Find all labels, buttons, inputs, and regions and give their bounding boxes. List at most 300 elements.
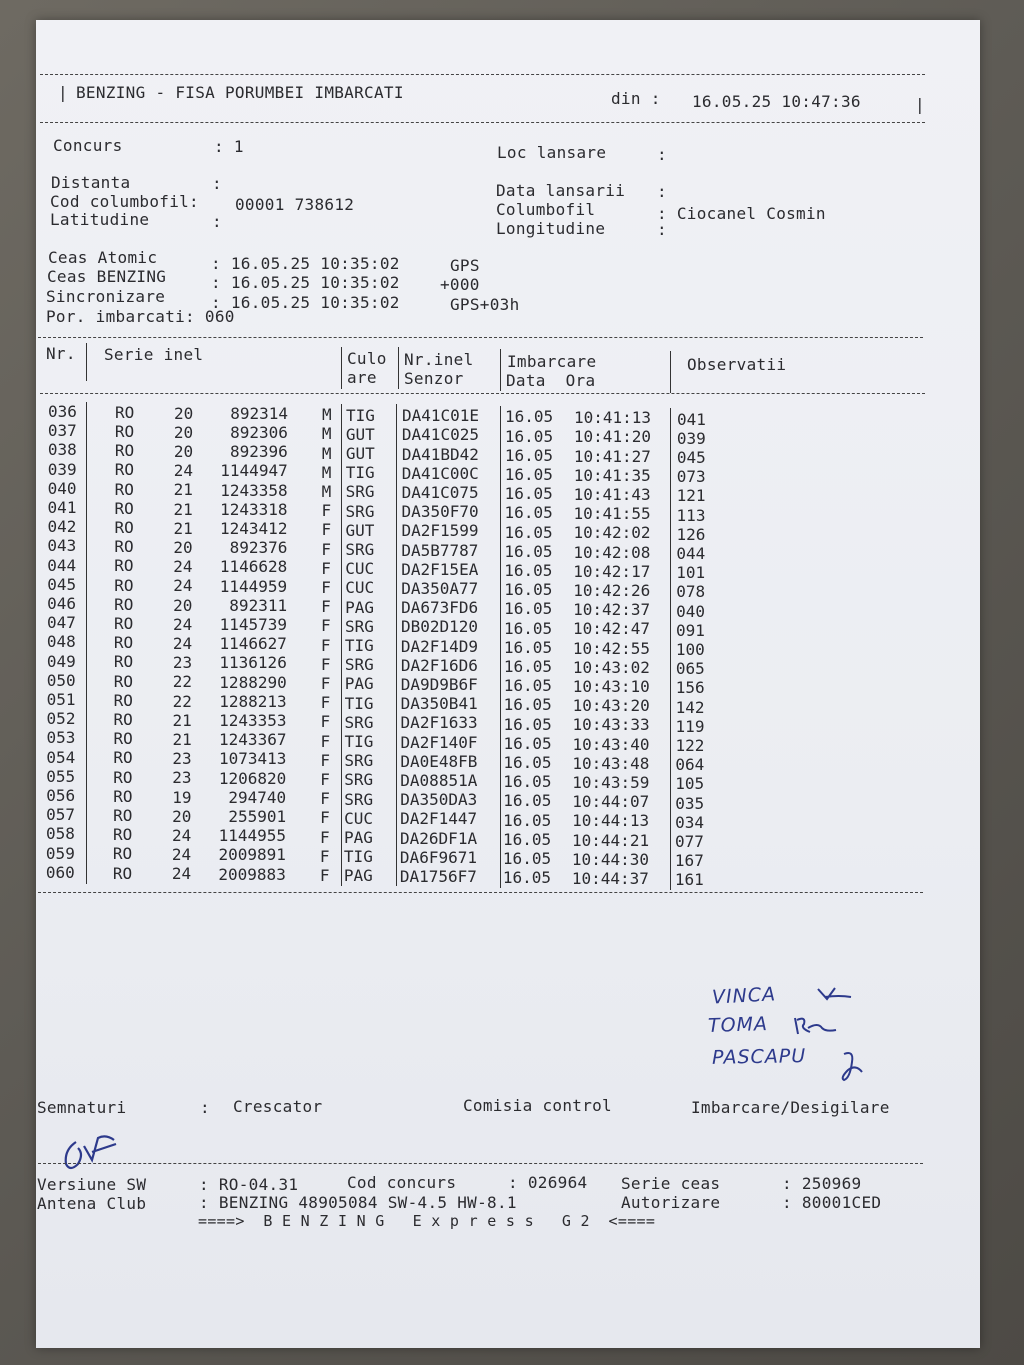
pigeon-color: SRG <box>345 501 375 521</box>
antena-value: : BENZING 48905084 SW-4.5 HW-8.1 <box>199 1193 517 1212</box>
ring-year: 24 <box>171 864 192 884</box>
ring-number: 1206820 <box>218 768 287 788</box>
boarding-date: 16.05 <box>503 637 553 657</box>
header-bottom-rule <box>40 122 925 123</box>
pigeon-sex: F <box>321 539 331 559</box>
body-divider-cul <box>341 404 342 886</box>
observation: 100 <box>675 639 705 659</box>
page-title: BENZING - FISA PORUMBEI IMBARCATI <box>76 83 404 102</box>
observation: 035 <box>675 793 705 813</box>
row-number: 045 <box>47 574 77 594</box>
pigeon-color: PAG <box>343 866 373 886</box>
pigeon-color: SRG <box>344 789 374 809</box>
ring-year: 24 <box>171 845 192 865</box>
header-din-label: din : <box>611 89 661 108</box>
boarding-date: 16.05 <box>504 599 553 619</box>
ring-year: 24 <box>173 614 193 634</box>
ring-year: 24 <box>173 461 193 481</box>
row-number: 041 <box>47 498 77 517</box>
table-bottom-rule <box>38 892 923 893</box>
serie-ceas-value: : 250969 <box>782 1174 862 1193</box>
table-row <box>0 709 1024 736</box>
pigeon-sex: F <box>320 635 331 655</box>
boarding-date: 16.05 <box>503 791 552 811</box>
handwritten-toma: TOMA <box>707 1012 769 1038</box>
data-lansarii-value: : <box>657 182 667 201</box>
sensor-ring: DA350DA3 <box>400 790 478 810</box>
boarding-date: 16.05 <box>503 657 552 677</box>
columbofil-label: Columbofil <box>496 200 596 219</box>
row-number: 054 <box>46 747 76 767</box>
data-lansarii-label: Data lansarii <box>496 181 626 200</box>
pigeon-sex: F <box>321 597 331 617</box>
ring-country: RO <box>112 863 133 883</box>
ring-country: RO <box>113 825 133 845</box>
ring-number: 294740 <box>228 787 287 807</box>
body-divider-nr <box>86 402 87 884</box>
pigeon-color: SRG <box>344 770 374 790</box>
boarding-date: 16.05 <box>504 541 553 561</box>
por-imbarcati: Por. imbarcati: 060 <box>46 307 235 326</box>
header-right-bar: | <box>915 95 925 114</box>
sensor-ring: DA673FD6 <box>401 598 479 618</box>
pigeon-sex: M <box>321 462 332 482</box>
boarding-date: 16.05 <box>503 829 552 849</box>
boarding-time: 10:42:26 <box>573 581 651 601</box>
boarding-time: 10:41:27 <box>573 446 651 466</box>
header-top-rule <box>40 74 925 75</box>
observation: 161 <box>674 870 704 890</box>
pigeon-color: GUT <box>345 443 375 463</box>
sensor-ring: DA41C075 <box>401 483 479 503</box>
sensor-ring: DA0E48FB <box>400 751 478 771</box>
col-header-nr-inel-2: Senzor <box>404 369 464 388</box>
ring-year: 19 <box>172 787 192 807</box>
ring-number: 1146628 <box>219 557 288 577</box>
sensor-ring: DA350B41 <box>400 694 478 714</box>
ring-country: RO <box>114 460 134 480</box>
pigeon-color: GUT <box>345 520 375 540</box>
table-row <box>0 478 1024 506</box>
ring-year: 21 <box>173 480 193 500</box>
ring-country: RO <box>114 613 134 633</box>
row-number: 060 <box>45 862 75 882</box>
header-left-bar: | <box>58 83 68 102</box>
clock-sync-label: Sincronizare <box>46 287 166 306</box>
table-row <box>0 459 1024 487</box>
boarding-time: 10:41:13 <box>574 408 652 428</box>
row-number: 044 <box>47 555 77 575</box>
clock-atomic-value: : 16.05.25 10:35:02 <box>211 254 400 273</box>
observation: 167 <box>674 851 704 871</box>
table-row <box>0 440 1024 467</box>
crescator-signature <box>58 1130 122 1174</box>
clock-sync-extra: GPS+03h <box>450 295 520 314</box>
boarding-time: 10:42:37 <box>573 600 651 620</box>
pigeon-sex: F <box>319 846 330 866</box>
sensor-ring: DA9D9B6F <box>400 675 478 695</box>
ring-year: 23 <box>172 653 193 673</box>
sensor-ring: DA26DF1A <box>400 828 478 848</box>
observation: 064 <box>675 755 705 775</box>
sensor-ring: DA2F1599 <box>401 521 479 541</box>
table-row <box>0 536 1024 563</box>
ring-year: 22 <box>172 691 192 711</box>
handwritten-pascapu: PASCAPU <box>711 1045 807 1069</box>
ring-country: RO <box>113 767 133 787</box>
ring-year: 21 <box>172 710 192 730</box>
table-row <box>0 690 1024 717</box>
imbarcare-desigilare-label: Imbarcare/Desigilare <box>691 1098 890 1117</box>
table-row <box>0 517 1024 544</box>
table-row <box>0 824 1024 851</box>
ring-number: 892314 <box>230 403 288 423</box>
header-divider-1 <box>86 343 87 381</box>
ring-country: RO <box>114 575 134 595</box>
observation: 041 <box>677 409 706 429</box>
table-row <box>0 402 1024 429</box>
observation: 044 <box>676 543 706 563</box>
boarding-time: 10:44:07 <box>572 792 650 812</box>
observation: 142 <box>675 697 705 717</box>
body-divider-data <box>500 406 501 888</box>
ring-country: RO <box>115 402 135 422</box>
boarding-date: 16.05 <box>504 522 553 542</box>
boarding-time: 10:43:10 <box>572 677 650 697</box>
table-row <box>0 632 1024 659</box>
col-header-culoare-1: Culo <box>347 349 387 368</box>
versiune-value: : RO-04.31 <box>199 1175 299 1194</box>
pigeon-color: GUT <box>345 424 375 444</box>
pigeon-color: SRG <box>345 616 374 636</box>
col-header-serie-inel: Serie inel <box>104 345 204 364</box>
boarding-time: 10:41:20 <box>573 427 651 447</box>
pigeon-sex: F <box>320 693 331 713</box>
clock-benzing-value: : 16.05.25 10:35:02 <box>211 273 400 292</box>
handwritten-initial-mark-1 <box>815 985 855 1003</box>
ring-year: 20 <box>174 403 194 423</box>
ring-country: RO <box>113 671 133 691</box>
boarding-date: 16.05 <box>503 733 552 753</box>
row-number: 058 <box>46 824 75 844</box>
col-header-observatii: Observatii <box>687 355 787 374</box>
body-divider-obs <box>670 408 671 890</box>
pigeon-color: TIG <box>346 405 375 425</box>
boarding-time: 10:41:35 <box>573 465 651 485</box>
ring-number: 1145739 <box>219 615 287 635</box>
ring-country: RO <box>114 517 134 537</box>
concurs-label: Concurs <box>53 136 123 155</box>
observation: 101 <box>676 563 706 583</box>
pigeon-sex: F <box>319 866 330 886</box>
sensor-ring: DA6F9671 <box>399 847 477 867</box>
row-number: 056 <box>46 786 76 805</box>
boarding-time: 10:42:55 <box>572 638 650 658</box>
footer-top-rule <box>38 1163 923 1164</box>
pigeon-color: CUC <box>345 578 375 598</box>
table-row <box>0 862 1024 890</box>
ring-number: 892311 <box>229 595 288 615</box>
boarding-time: 10:41:43 <box>573 485 651 505</box>
boarding-time: 10:44:13 <box>572 811 650 831</box>
boarding-date: 16.05 <box>503 676 552 696</box>
longitudine-label: Longitudine <box>496 219 606 238</box>
table-row <box>0 498 1024 525</box>
pigeon-sex: F <box>321 520 332 540</box>
ring-number: 1136126 <box>219 653 287 673</box>
serie-ceas-label: Serie ceas <box>621 1174 721 1193</box>
clock-benzing-extra: +000 <box>440 275 480 294</box>
pigeon-color: SRG <box>344 751 374 771</box>
body-divider-senzor <box>396 404 397 886</box>
table-row <box>0 421 1024 448</box>
cod-columbofil-label: Cod columbofil: <box>50 192 199 211</box>
row-number: 055 <box>46 766 76 786</box>
pigeon-sex: F <box>320 827 330 847</box>
observation: 078 <box>676 582 706 602</box>
ring-number: 2009891 <box>218 845 286 865</box>
boarding-time: 10:43:02 <box>572 657 650 677</box>
boarding-date: 16.05 <box>504 465 553 485</box>
semnaturi-label: Semnaturi <box>37 1098 127 1117</box>
sensor-ring: DA5B7787 <box>401 540 479 560</box>
sensor-ring: DA41C00C <box>401 463 479 483</box>
table-row <box>0 843 1024 871</box>
sensor-ring: DA2F14D9 <box>400 636 478 656</box>
ring-number: 1144959 <box>219 576 288 596</box>
row-number: 052 <box>46 709 76 729</box>
col-header-nr-inel-1: Nr.inel <box>404 350 474 369</box>
ring-year: 20 <box>173 537 193 557</box>
longitudine-value: : <box>657 220 667 239</box>
autorizare-value: : 80001CED <box>782 1193 882 1212</box>
ring-country: RO <box>113 633 134 653</box>
col-header-culoare-2: are <box>347 368 377 387</box>
ring-number: 1243353 <box>219 711 287 731</box>
ring-country: RO <box>113 805 133 825</box>
ring-number: 1243358 <box>220 480 288 500</box>
cod-concurs-label: Cod concurs <box>347 1173 457 1192</box>
table-row <box>0 555 1024 583</box>
ring-number: 892376 <box>229 538 288 558</box>
clock-atomic-label: Ceas Atomic <box>48 248 158 267</box>
observation: 122 <box>675 735 705 755</box>
row-number: 038 <box>47 440 77 460</box>
versiune-label: Versiune SW <box>37 1175 147 1194</box>
table-row <box>0 805 1024 832</box>
boarding-date: 16.05 <box>504 503 553 523</box>
benzing-banner: ====> B E N Z I N G E x p r e s s G 2 <==== <box>198 1212 656 1230</box>
ring-country: RO <box>114 421 135 441</box>
pigeon-sex: F <box>320 654 331 674</box>
pigeon-color: TIG <box>343 847 373 867</box>
header-divider-3 <box>398 347 399 389</box>
pigeon-sex: F <box>320 674 331 694</box>
sensor-ring: DA2F15EA <box>401 559 479 579</box>
ring-number: 1288213 <box>219 691 287 711</box>
sensor-ring: DA2F1633 <box>400 713 478 733</box>
pigeon-color: PAG <box>344 674 374 694</box>
ring-year: 21 <box>172 729 192 749</box>
row-number: 048 <box>46 632 76 652</box>
ring-number: 1144947 <box>220 461 288 481</box>
pigeon-sex: F <box>321 501 332 521</box>
pigeon-color: PAG <box>345 597 374 617</box>
table-row <box>0 594 1024 621</box>
pigeon-color: SRG <box>344 712 374 732</box>
ring-number: 2009883 <box>218 864 286 884</box>
ring-number: 1243367 <box>219 730 287 750</box>
row-number: 050 <box>46 670 76 690</box>
pigeon-sex: F <box>320 731 331 751</box>
table-row <box>0 728 1024 755</box>
table-row <box>0 613 1024 640</box>
observation: 040 <box>676 601 705 621</box>
observation: 113 <box>676 505 706 525</box>
table-row <box>0 651 1024 679</box>
ring-number: 255901 <box>228 807 287 827</box>
boarding-date: 16.05 <box>503 810 552 830</box>
row-number: 057 <box>46 805 76 825</box>
ring-number: 1288290 <box>219 672 287 692</box>
observation: 121 <box>676 486 706 506</box>
antena-label: Antena Club <box>37 1194 147 1213</box>
pigeon-color: SRG <box>345 482 375 502</box>
handwritten-vinca: VINCA <box>711 983 777 1009</box>
pigeon-sex: M <box>322 405 332 425</box>
row-number: 039 <box>47 459 77 479</box>
boarding-time: 10:42:47 <box>573 619 651 639</box>
boarding-date: 16.05 <box>504 484 553 504</box>
boarding-time: 10:43:48 <box>572 753 650 773</box>
pigeon-sex: F <box>320 770 330 790</box>
table-row <box>0 766 1024 794</box>
table-row <box>0 786 1024 813</box>
ring-year: 24 <box>173 557 193 577</box>
ring-country: RO <box>114 441 135 461</box>
row-number: 051 <box>46 690 76 709</box>
row-number: 046 <box>47 594 76 613</box>
columbofil-value: : Ciocanel Cosmin <box>657 204 826 223</box>
pigeon-color: TIG <box>344 635 374 655</box>
sensor-ring: DA41BD42 <box>401 444 479 464</box>
ring-country: RO <box>113 652 134 672</box>
row-number: 043 <box>47 536 77 556</box>
ring-country: RO <box>114 594 134 614</box>
latitudine-value: : <box>212 212 222 231</box>
observation: 045 <box>676 447 706 467</box>
ring-year: 24 <box>172 633 193 653</box>
header-divider-5 <box>670 351 671 393</box>
pigeon-sex: F <box>321 616 331 636</box>
observation: 077 <box>675 831 704 851</box>
boarding-time: 10:41:55 <box>573 504 651 524</box>
ring-country: RO <box>112 844 133 864</box>
observation: 126 <box>676 524 706 544</box>
boarding-time: 10:43:59 <box>572 773 650 793</box>
row-number: 053 <box>46 728 76 748</box>
ring-country: RO <box>114 498 134 518</box>
pigeon-sex: F <box>320 712 331 732</box>
header-divider-2 <box>341 347 342 389</box>
ring-number: 1073413 <box>218 749 287 769</box>
boarding-time: 10:42:02 <box>573 523 651 543</box>
boarding-date: 16.05 <box>504 618 553 638</box>
boarding-date: 16.05 <box>503 753 552 773</box>
observation: 039 <box>676 428 706 448</box>
row-number: 036 <box>48 402 77 421</box>
sensor-ring: DA2F1447 <box>400 809 478 829</box>
sensor-ring: DA41C025 <box>401 425 479 445</box>
pigeon-color: CUC <box>344 808 374 828</box>
ring-year: 20 <box>173 595 193 615</box>
ring-number: 1243412 <box>220 519 288 539</box>
pigeon-color: TIG <box>344 731 374 751</box>
handwritten-tail-mark <box>838 1048 868 1084</box>
observation: 073 <box>676 467 706 487</box>
boarding-date: 16.05 <box>504 426 554 446</box>
pigeon-color: SRG <box>345 539 375 559</box>
clock-benzing-label: Ceas BENZING <box>47 267 167 286</box>
pigeon-color: TIG <box>345 463 375 483</box>
pigeon-sex: F <box>320 808 330 828</box>
pigeon-sex: F <box>321 578 331 598</box>
ring-year: 20 <box>173 422 194 442</box>
ring-year: 23 <box>172 749 192 769</box>
boarding-date: 16.05 <box>502 849 552 869</box>
table-row <box>0 747 1024 775</box>
boarding-date: 16.05 <box>502 868 551 888</box>
sensor-ring: DA350F70 <box>401 502 479 522</box>
ring-country: RO <box>113 709 133 729</box>
boarding-time: 10:44:37 <box>571 869 649 889</box>
boarding-date: 16.05 <box>504 580 553 600</box>
ring-country: RO <box>114 556 134 576</box>
ring-year: 24 <box>173 576 193 596</box>
sensor-ring: DA1756F7 <box>399 867 477 887</box>
handwritten-initial-mark-2 <box>792 1014 842 1036</box>
ring-country: RO <box>113 690 133 710</box>
table-row <box>0 670 1024 698</box>
semnaturi-colon: : <box>200 1098 210 1117</box>
sensor-ring: DA350A77 <box>401 579 479 599</box>
table-header-rule <box>40 393 925 394</box>
loc-lansare-value: : <box>657 145 667 164</box>
clock-sync-value: : 16.05.25 10:35:02 <box>211 293 400 312</box>
table-row <box>0 574 1024 602</box>
ring-year: 20 <box>172 806 192 826</box>
sensor-ring: DA41C01E <box>402 406 480 426</box>
boarding-time: 10:43:33 <box>572 715 650 735</box>
observation: 156 <box>675 678 705 698</box>
boarding-time: 10:42:08 <box>573 542 651 562</box>
header-divider-4 <box>500 349 501 391</box>
crescator-label: Crescator <box>233 1097 323 1116</box>
autorizare-label: Autorizare <box>621 1193 721 1212</box>
cod-concurs-value: : 026964 <box>508 1173 588 1192</box>
ring-country: RO <box>113 748 133 768</box>
row-number: 042 <box>47 517 77 537</box>
boarding-time: 10:44:21 <box>572 830 650 850</box>
header-datetime: 16.05.25 10:47:36 <box>692 92 861 111</box>
ring-country: RO <box>114 537 134 557</box>
observation: 091 <box>676 620 705 640</box>
boarding-date: 16.05 <box>503 714 552 734</box>
row-number: 059 <box>45 843 75 863</box>
pigeon-color: CUC <box>345 559 375 579</box>
boarding-time: 10:43:40 <box>572 734 650 754</box>
ring-number: 1146627 <box>219 634 287 654</box>
